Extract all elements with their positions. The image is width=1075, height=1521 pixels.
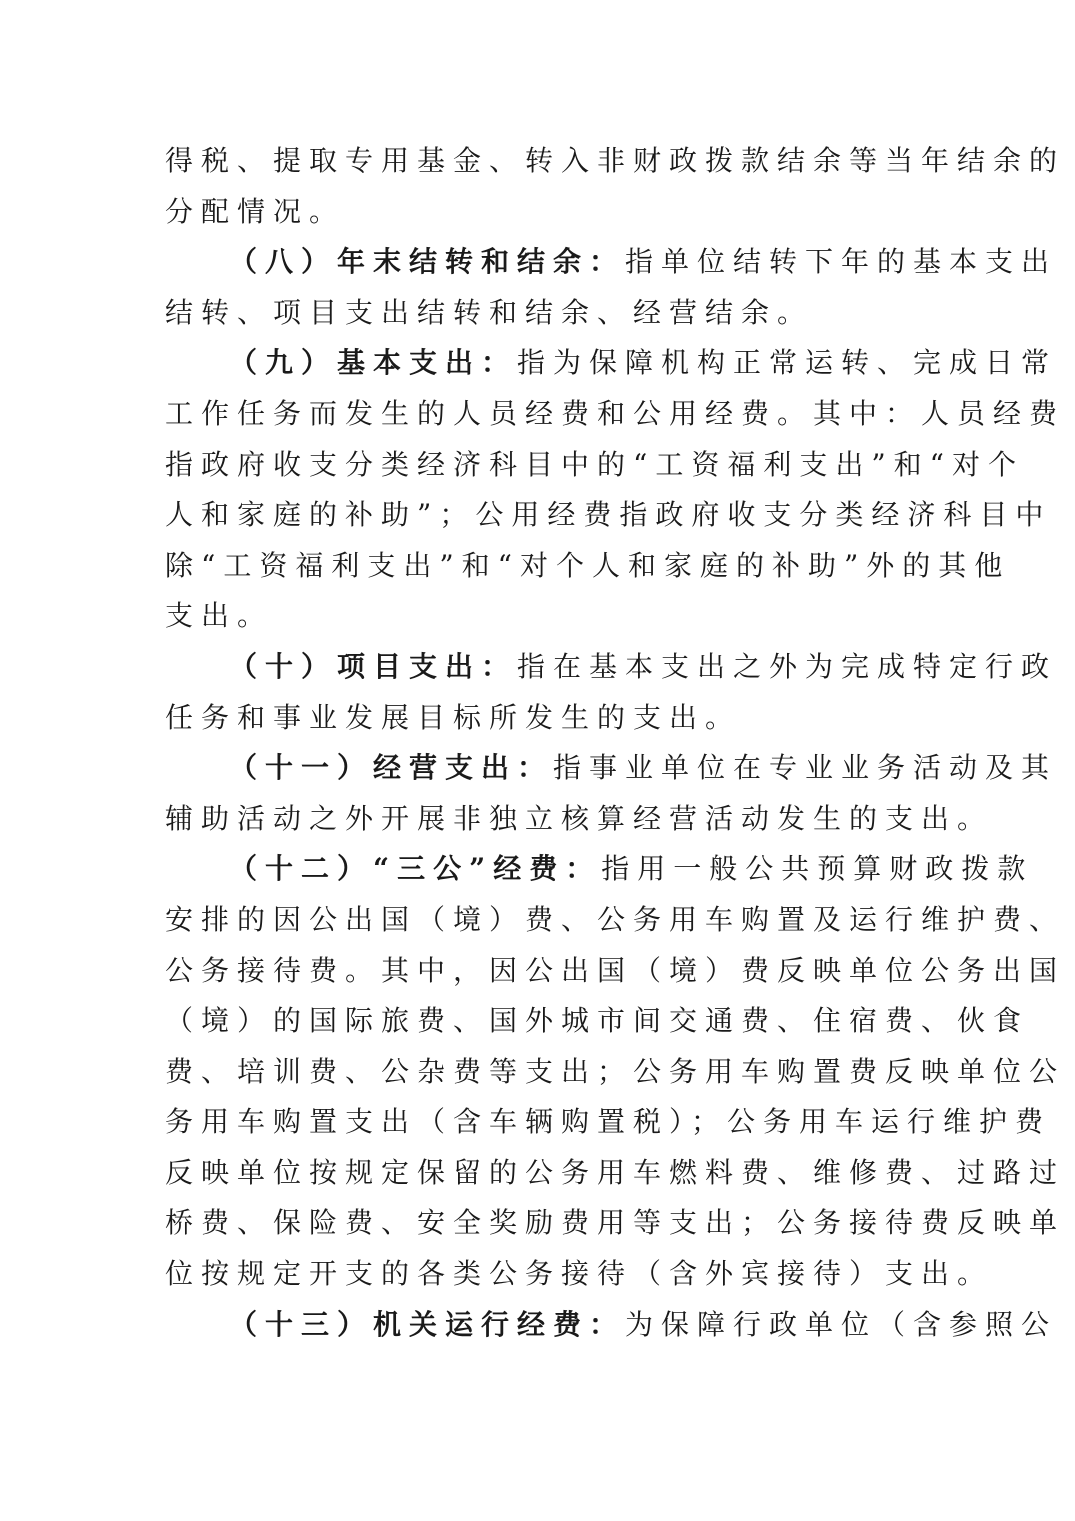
- item-heading: （十三）机关运行经费：: [229, 1307, 626, 1341]
- paragraph-item-8: [165, 237, 1058, 338]
- item-text: 指事业单位在专业业务活动及其: [553, 751, 1058, 785]
- text-line: 工作任务而发生的人员经费和公用经费。其中：人员经费: [165, 396, 1066, 430]
- first-line: [165, 844, 1034, 895]
- item-text: 为保障行政单位（含参照公: [625, 1307, 1058, 1341]
- text-line: 人和家庭的补助”；公用经费指政府收支分类经济科目中: [165, 498, 1052, 532]
- text-line: 费、培训费、公杂费等支出；公务用车购置费反映单位公: [165, 1054, 1066, 1088]
- text-line: 安排的因公出国（境）费、公务用车购置及运行维护费、: [165, 902, 1066, 936]
- text-line: 得税、提取专用基金、转入非财政拨款结余等当年结余的: [165, 144, 1066, 177]
- item-text: 指单位结转下年的基本支出: [625, 245, 1058, 279]
- text-line: 支出。: [165, 599, 274, 633]
- text-line: 结转、项目支出结转和结余、经营结余。: [165, 295, 814, 329]
- text-line: 公务接待费。其中，因公出国（境）费反映单位公务出国: [165, 953, 1066, 987]
- text-line: 务用车购置支出（含车辆购置税）；公务用车运行维护费: [165, 1105, 1052, 1139]
- text-line: 桥费、保险费、安全奖励费用等支出；公务接待费反映单: [165, 1206, 1066, 1240]
- item-heading: （十一）经营支出：: [229, 751, 554, 785]
- paragraph-item-9: [165, 338, 1066, 642]
- paragraph-continuation: [165, 136, 1066, 237]
- paragraph-item-11: [165, 743, 1058, 844]
- text-line: 位按规定开支的各类公务接待（含外宾接待）支出。: [165, 1257, 994, 1291]
- item-text: 指在基本支出之外为完成特定行政: [517, 649, 1058, 683]
- item-heading: （八）年末结转和结余：: [229, 245, 626, 279]
- text-line: 任务和事业发展目标所发生的支出。: [165, 700, 742, 734]
- first-line: [165, 642, 1058, 693]
- item-text: 指用一般公共预算财政拨款: [601, 852, 1034, 886]
- text-line: 分配情况。: [165, 194, 346, 228]
- text-line: （境）的国际旅费、国外城市间交通费、住宿费、伙食: [165, 1004, 1030, 1038]
- first-line: [165, 237, 1058, 288]
- paragraph-item-13: [165, 1300, 1058, 1351]
- item-text: 指为保障机构正常运转、完成日常: [517, 346, 1058, 380]
- text-line: 指政府收支分类经济科目中的“工资福利支出”和“对个: [165, 447, 1024, 481]
- item-heading: （十二）“三公”经费：: [229, 852, 602, 886]
- first-line: [165, 743, 1058, 794]
- text-line: 除“工资福利支出”和“对个人和家庭的补助”外的其他: [165, 548, 1011, 582]
- item-heading: （九）基本支出：: [229, 346, 518, 380]
- text-line: 辅助活动之外开展非独立核算经营活动发生的支出。: [165, 801, 994, 835]
- text-line: 反映单位按规定保留的公务用车燃料费、维修费、过路过: [165, 1155, 1066, 1189]
- first-line: [165, 1300, 1058, 1351]
- first-line: [165, 338, 1058, 389]
- item-heading: （十）项目支出：: [229, 649, 518, 683]
- paragraph-item-10: [165, 642, 1058, 743]
- paragraph-item-12: [165, 844, 1066, 1299]
- document-page: [165, 136, 1066, 1350]
